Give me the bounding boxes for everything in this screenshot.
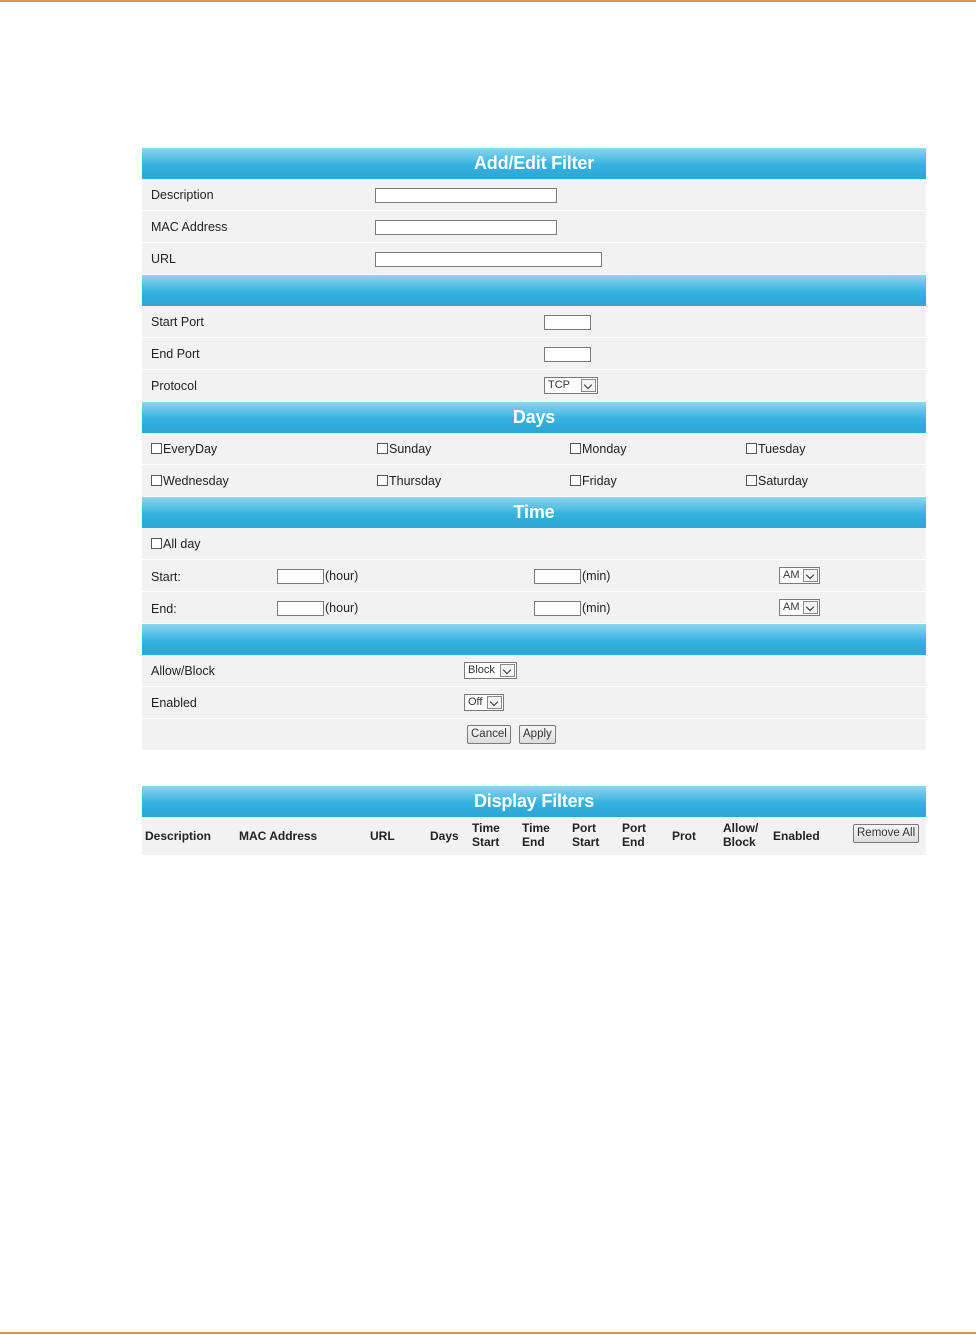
add-edit-filter-panel: [142, 148, 926, 751]
wednesday-checkbox[interactable]: [151, 474, 229, 488]
remove-all-button[interactable]: Remove All: [853, 824, 919, 843]
enabled-row: [142, 687, 926, 719]
mac-address-label: MAC Address: [151, 220, 228, 234]
start-ampm-select[interactable]: [779, 567, 820, 584]
display-filters-column-header: [142, 817, 926, 855]
checkbox-icon: [151, 538, 162, 549]
saturday-label: Saturday: [758, 474, 809, 488]
button-row: [142, 719, 926, 751]
end-ampm-value: AM: [783, 601, 800, 613]
start-min-unit: (min): [582, 569, 611, 583]
friday-label: Friday: [582, 474, 617, 488]
chevron-down-icon: [581, 379, 596, 392]
display-filters-header: Display Filters: [142, 786, 926, 817]
end-port-row: [142, 338, 926, 370]
thursday-label: Thursday: [389, 474, 442, 488]
end-port-label: End Port: [151, 347, 200, 361]
friday-checkbox[interactable]: [570, 474, 617, 488]
allow-block-row: [142, 655, 926, 687]
protocol-select[interactable]: [544, 377, 598, 394]
end-min-unit: (min): [582, 601, 611, 615]
col-port-start: Port Start: [572, 821, 600, 849]
end-ampm-select[interactable]: [779, 599, 820, 616]
col-time-end: Time End: [522, 821, 550, 849]
checkbox-icon: [746, 443, 757, 454]
start-hour-unit: (hour): [325, 569, 359, 583]
protocol-select-value: TCP: [548, 379, 570, 391]
days-header: Days: [142, 402, 926, 433]
enabled-select[interactable]: [464, 694, 504, 711]
apply-button[interactable]: Apply: [519, 725, 556, 744]
start-time-row: [142, 560, 926, 592]
allow-block-select[interactable]: [464, 662, 517, 679]
display-filters-panel: [142, 786, 926, 855]
days-row-1: [142, 433, 926, 465]
url-row: [142, 243, 926, 275]
tuesday-checkbox[interactable]: [746, 442, 805, 456]
enabled-value: Off: [468, 696, 483, 708]
checkbox-icon: [746, 475, 757, 486]
col-prot: Prot: [672, 829, 696, 843]
end-time-row: [142, 592, 926, 624]
description-input[interactable]: [375, 188, 557, 203]
enabled-label: Enabled: [151, 696, 197, 710]
description-row: [142, 179, 926, 211]
end-min-input[interactable]: [534, 601, 581, 616]
thursday-checkbox[interactable]: [377, 474, 441, 488]
start-time-label: Start:: [151, 570, 181, 584]
col-description: Description: [145, 829, 212, 843]
sunday-label: Sunday: [389, 442, 432, 456]
end-time-label: End:: [151, 602, 177, 616]
checkbox-icon: [377, 443, 388, 454]
chevron-down-icon: [803, 569, 818, 582]
port-section-header: [142, 275, 926, 306]
everyday-checkbox[interactable]: [151, 442, 217, 456]
page-bottom-rule: [0, 1332, 976, 1334]
col-mac-address: MAC Address: [239, 829, 318, 843]
col-days: Days: [430, 829, 459, 843]
mac-address-row: [142, 211, 926, 243]
start-hour-input[interactable]: [277, 569, 324, 584]
chevron-down-icon: [500, 664, 515, 677]
description-label: Description: [151, 188, 214, 202]
url-input[interactable]: [375, 252, 602, 267]
action-section-header: [142, 624, 926, 655]
start-min-input[interactable]: [534, 569, 581, 584]
chevron-down-icon: [803, 601, 818, 614]
start-ampm-value: AM: [783, 569, 800, 581]
checkbox-icon: [377, 475, 388, 486]
col-url: URL: [370, 829, 395, 843]
cancel-button[interactable]: Cancel: [467, 725, 511, 744]
days-row-2: [142, 465, 926, 497]
checkbox-icon: [151, 443, 162, 454]
checkbox-icon: [570, 443, 581, 454]
end-hour-input[interactable]: [277, 601, 324, 616]
col-enabled: Enabled: [773, 829, 820, 843]
col-port-end: Port End: [622, 821, 646, 849]
protocol-label: Protocol: [151, 379, 197, 393]
saturday-checkbox[interactable]: [746, 474, 808, 488]
start-port-row: [142, 306, 926, 338]
everyday-label: EveryDay: [163, 442, 218, 456]
start-port-label: Start Port: [151, 315, 204, 329]
monday-checkbox[interactable]: [570, 442, 626, 456]
all-day-checkbox[interactable]: [151, 537, 201, 551]
all-day-label: All day: [163, 537, 201, 551]
tuesday-label: Tuesday: [758, 442, 806, 456]
col-time-start: Time Start: [472, 821, 500, 849]
protocol-row: [142, 370, 926, 402]
checkbox-icon: [151, 475, 162, 486]
allow-block-label: Allow/Block: [151, 664, 215, 678]
col-allow-block: Allow/ Block: [723, 821, 759, 849]
sunday-checkbox[interactable]: [377, 442, 431, 456]
allow-block-value: Block: [468, 664, 495, 676]
page-top-rule: [0, 0, 976, 2]
url-label: URL: [151, 252, 177, 266]
start-port-input[interactable]: [544, 315, 591, 330]
add-edit-filter-header: Add/Edit Filter: [142, 148, 926, 179]
chevron-down-icon: [487, 696, 502, 709]
monday-label: Monday: [582, 442, 627, 456]
end-hour-unit: (hour): [325, 601, 359, 615]
end-port-input[interactable]: [544, 347, 591, 362]
time-header: Time: [142, 497, 926, 528]
wednesday-label: Wednesday: [163, 474, 229, 488]
all-day-row: [142, 528, 926, 560]
mac-address-input[interactable]: [375, 220, 557, 235]
checkbox-icon: [570, 475, 581, 486]
